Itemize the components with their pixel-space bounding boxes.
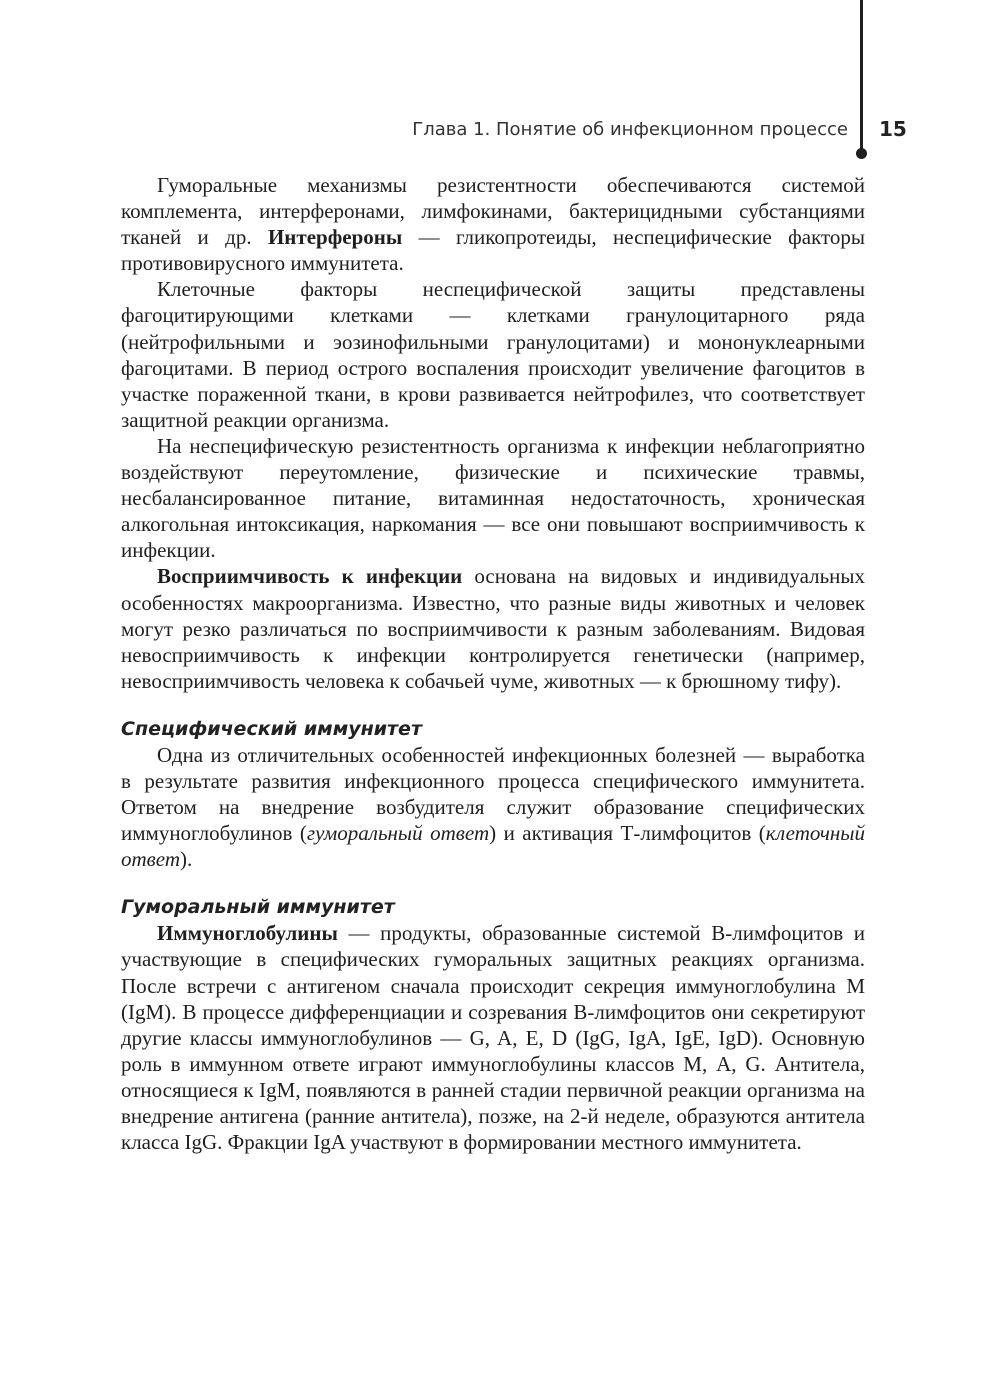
page-number: 15 bbox=[879, 117, 907, 141]
text-run: ). bbox=[180, 847, 193, 872]
text-run: Гуморальные механизмы резистентности обеспечиваются системой комплемента, интерферонами, лимфокинами, бактерицидными субстанциями тканей и др. bbox=[121, 173, 865, 250]
section-heading-specific-immunity: Специфический иммунитет bbox=[121, 717, 422, 740]
paragraph-susceptibility bbox=[121, 563, 865, 693]
paragraph-immunoglobulins bbox=[121, 920, 865, 1155]
term-cellular-response: клеточный ответ bbox=[121, 821, 865, 872]
term-immunoglobulins: Иммуноглобулины bbox=[157, 921, 338, 946]
margin-rule bbox=[860, 0, 863, 152]
margin-rule-dot bbox=[856, 148, 867, 159]
text-run: — гликопротеиды, неспецифические факторы противовирусного иммунитета. bbox=[121, 225, 866, 276]
text-run: ) и активация Т-лимфоцитов ( bbox=[489, 821, 766, 846]
paragraph-resistance-factors: На неспецифическую резистентность организма к инфекции неблагоприятно воздействуют переутомление, физические и психические травмы, несбалансированное питание, витаминная недостаточность, хроническая алкогольная интоксикация, наркомания — все они повышают восприимчивость к инфекции. bbox=[121, 433, 865, 563]
term-susceptibility: Восприимчивость к инфекции bbox=[157, 564, 463, 589]
text-run: Одна из отличительных особенностей инфекционных болезней — выработка в результате развития инфекционного процесса специфического иммунитета. Ответом на внедрение возбудителя служит образование специфических иммуноглобулинов ( bbox=[121, 742, 865, 846]
term-humoral-response: гуморальный ответ bbox=[306, 821, 490, 846]
text-run: — продукты, образованные системой В-лимфоцитов и участвующие в специфических гуморальных защитных реакциях организма. После встречи с антигеном сначала происходит секреция иммуноглобулина М (IgM). В процессе дифференциации и созревания В-лимфоцитов они секретируют другие классы иммуноглобулинов — G, A, E, D (IgG, IgA, IgE, IgD). Основную роль в иммунном ответе играют иммуноглобулины классов М, А, G. Антитела, относящиеся к IgM, появляются в ранней стадии первичной реакции организма на внедрение антигена (ранние антитела), позже, на 2-й неделе, образуются антитела класса IgG. Фракции IgA участвуют в формировании местного иммунитета. bbox=[121, 921, 865, 1155]
text-run: основана на видовых и индивидуальных особенностях макроорганизма. Известно, что разные виды животных и человек могут резко различаться по восприимчивости к разным заболеваниям. Видовая невосприимчивость к инфекции контролируется генетически (например, невосприимчивость человека к собачьей чуме, животных — к брюшному тифу). bbox=[121, 564, 865, 693]
running-title: Глава 1. Понятие об инфекционном процессе bbox=[412, 119, 848, 140]
section-heading-humoral-immunity: Гуморальный иммунитет bbox=[121, 896, 395, 919]
paragraph-humoral-mechanisms bbox=[121, 172, 865, 276]
body-text bbox=[121, 172, 865, 1155]
term-interferons: Интерфероны bbox=[267, 225, 403, 250]
paragraph-specific-immunity bbox=[121, 742, 865, 872]
paragraph-cellular-factors: Клеточные факторы неспецифической защиты представлены фагоцитирующими клетками — клетками гранулоцитарного ряда (нейтрофильными и эозинофильными гранулоцитами) и мононуклеарными фагоцитами. В период острого воспаления происходит увеличение фагоцитов в участке пораженной ткани, в крови развивается нейтрофилез, что соответствует защитной реакции организма. bbox=[121, 277, 865, 432]
